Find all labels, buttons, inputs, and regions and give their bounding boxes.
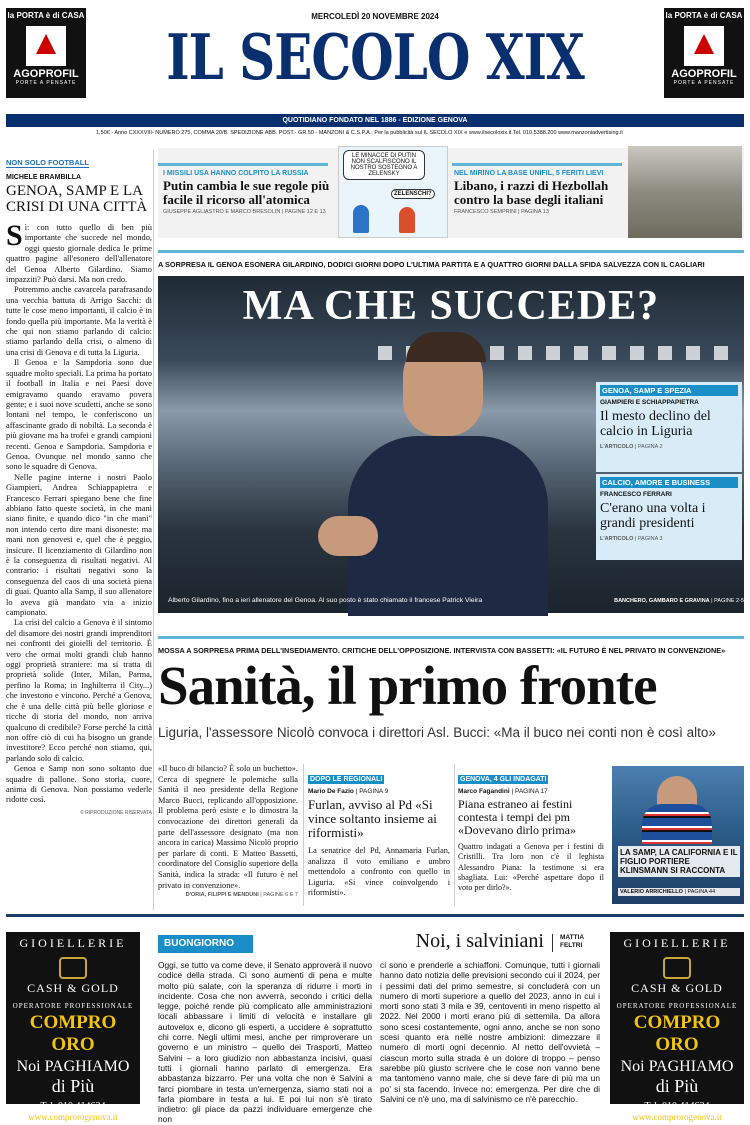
- ad-di-piu: di Più: [655, 1076, 699, 1096]
- ad-noi-paghiamo: Noi PAGHIAMO: [16, 1058, 130, 1075]
- samp-box[interactable]: LA SAMP, LA CALIFORNIA E IL FIGLIO PORTIERE KLINSMANN SI RACCONTA VALERIO ARRICHIELLO | PAGINA 44: [612, 766, 744, 904]
- regionali-body: La senatrice del Pd, Annamaria Furlan, analizza il voto emiliano e umbro mettendolo a confronto con quello in Liguria. «Si vince coinvolgendo i riformisti».: [308, 846, 450, 898]
- coach-hands: [318, 516, 378, 556]
- ear-ad-sub: PORTE A PENSATE: [673, 80, 735, 86]
- libano-story[interactable]: NEL MIRINO LA BASE UNIFIL, 5 FERITI LIEVI Libano, i razzi di Hezbollah contro la base degli italiani FRANCESCO SEMPRINI | PAGINA 13: [454, 170, 624, 215]
- side-box-1-kicker: GENOA, SAMP E SPEZIA: [600, 385, 738, 396]
- samp-headline: LA SAMP, LA CALIFORNIA E IL FIGLIO PORTIERE KLINSMANN SI RACCONTA: [618, 846, 740, 877]
- compro-oro-ad-right[interactable]: [610, 932, 744, 1122]
- ad-noi-paghiamo: Noi PAGHIAMO: [620, 1058, 734, 1075]
- cartoon: [338, 146, 448, 238]
- buongiorno-col-1: Oggi, se tutto va come deve, il Senato approverà il nuovo codice della strada. Ci sono aumenti di pena e multe molto più salate, con la speranza di ridurre i morti in incidente. Cosa che non avverrà, secondo i critici della legge, poiché rende più complicato alle amministrazioni locali abbassare i limiti di velocità e installare gli autovelox e, dicono gli esperti, a uccidere è soprattutto chi corre. Negli ultimi mesi, anche per rimproverare un governo e un ministro – quello dei Trasporti, Matteo Salvini – a loro giudizio non abbastanza incisivi, quasi tutti i giornali hanno parlato di emergenza. Era abbastanza bizzarro. Per una volta che non è Salvini a farci piombare in testa un'emergenza, siamo stati noi a farla piombare in testa a lui. E poi lui non s'è tirato indietro: gli piace da pazzi individuare emergenze che non: [158, 960, 372, 1125]
- cartoon-figure-right: [399, 207, 415, 233]
- left-kicker: NON SOLO FOOTBALL: [6, 158, 89, 167]
- ad-compro-oro: COMPRO ORO: [633, 1012, 721, 1055]
- left-footer: © RIPRODUZIONE RISERVATA: [80, 809, 152, 816]
- indagati-story[interactable]: GENOVA, 4 GLI INDAGATI Marco Fagandini | PAGINA 17 Piana estraneo ai festini contesta i tempi dei pm «Dovevano dirlo prima» Quattro indagati a Genova per i festini di Cristilli. Tra loro non c'è il leghista Alessandro Piana: la testimone si era sbagliata. Lui: «Perché aspettare dopo il voto per dirlo?».: [458, 776, 604, 893]
- left-column-divider: [153, 150, 154, 910]
- lead-credit: BANCHERO, GAMBARO E GRAVINA | PAGINE 2-5: [614, 598, 744, 604]
- ad-gioiellerie: GIOIELLERIE: [19, 936, 127, 950]
- ad-phone: Tel. 010 414634: [40, 1101, 106, 1112]
- lead-side-box-1[interactable]: GENOA, SAMP E SPEZIA GIAMPIERI E SCHIAPPAPIETRA Il mesto declino del calcio in Liguria L'ARTICOLO | PAGINA 2: [596, 382, 742, 472]
- agoprofil-logo-icon: [684, 26, 724, 66]
- masthead-info-line: 1,50€ - Anno CXXXVIII- NUMERO 275, COMMA 20/B. SPEDIZIONE ABB. POST.- GR.50 - MANZONI & C.S.P.A.: Per la pubblicità sul IL SECOLO XIX e www.ilsecoloxix.it Tel. 010.5388.200 www.manzoniadvertising.it: [96, 130, 623, 136]
- divider-2: [454, 764, 455, 906]
- side-box-1-author: GIAMPIERI E SCHIAPPAPIETRA: [600, 399, 699, 406]
- ear-ad-brand: AGOPROFIL: [13, 68, 79, 80]
- regionali-story[interactable]: DOPO LE REGIONALI Mario De Fazio | PAGINA 9 Furlan, avviso al Pd «Si vince soltanto insieme ai riformisti» La senatrice del Pd, Annamaria Furlan, analizza il voto emiliano e umbro mettendolo a confronto con quello in Liguria. «Si vince coinvolgendo i riformisti».: [308, 776, 450, 898]
- side-box-1-label: L'ARTICOLO: [600, 444, 634, 450]
- left-paragraph-2: Potremmo anche cavarcela parafrasando una vecchia battuta di Arrigo Sacchi: di tutte le cose meno importanti, il calcio è in fondo quella più importante. Ma la verità è che qui non stiamo parlando di calcio: stiamo parlando della crisi, o almeno di una crisi di Genova e di tutta la Liguria.: [6, 285, 152, 357]
- lead-kicker: A SORPRESA IL GENOA ESONERA GILARDINO, DODICI GIORNI DOPO L'ULTIMA PARTITA E A QUATTRO GIORNI DALLA SFIDA SALVEZZA CON IL CAGLIARI: [158, 260, 705, 269]
- left-dropcap: S: [6, 219, 23, 252]
- top-rule: [158, 163, 328, 166]
- buongiorno-label: BUONGIORNO: [158, 935, 253, 953]
- left-paragraph-3: Il Genoa e la Sampdoria sono due squadre molto speciali. La prima ha portato il football in Italia e nei Paesi dove emigravamo quando eravamo povera gente; e i suoi nove scudetti, anche se sono lontani nel tempo, le conferiscono un affascinante grado di nobiltà. La seconda è più giovane ma ha trofei e grandi campioni recenti. Genoa e Sampdoria. Sampdoria e Genoa. Ovunque nel mondo sanno che sono le squadre di Genova.: [6, 358, 152, 472]
- cg-logo-icon: [663, 957, 691, 979]
- sanita-story[interactable]: «Il buco di bilancio? È solo un buchetto». Cerca di spegnere le polemiche sulla Sanità il neo presidente della Regione Marco Bucci, replicando all'opposizione. Il problema però esiste e lo dimostra la convocazione dei direttori generali da parte dell'assessore designato (ma non ancora in carica) Massimo Nicolò proprio per parlare di conti. E Matteo Bassetti, coordinatore del Consiglio superiore della Sanità, indica la strada: «Il futuro è nel privato in convenzione». D'ORIA, FILIPPI E MENDUNI | PAGINE 6 E 7: [158, 764, 298, 899]
- sanita-page: PAGINE 6 E 7: [263, 892, 298, 899]
- sanita-body: «Il buco di bilancio? È solo un buchetto». Cerca di spegnere le polemiche sulla Sanità il neo presidente della Regione Marco Bucci, replicando all'opposizione. Il problema però esiste e lo dimostra la convocazione dei direttori generali da parte dell'assessore designato (ma non ancora in carica) Massimo Nicolò proprio per parlare di conti. E Matteo Bassetti, coordinatore del Consiglio superiore della Sanità, indica la strada: «Il futuro è nel privato in convenzione».: [158, 764, 298, 890]
- ear-ad-top-text: la PORTA è di CASA: [665, 11, 743, 20]
- left-paragraph-1: Sì: con tutto quello di ben più importante che succede nel mondo, oggi questo giornale dedica le prime quattro pagine all'esonero dell'allenatore del Genoa Alberto Gilardino. Siamo impazziti? Può darsi. Ma non credo.: [6, 219, 152, 285]
- libano-page: PAGINA 13: [521, 209, 549, 216]
- ad-compro-oro: COMPRO ORO: [29, 1012, 117, 1055]
- ear-ad-top-text: la PORTA è di CASA: [7, 11, 85, 20]
- samp-player-shirt: [642, 804, 712, 844]
- left-body: [6, 219, 152, 818]
- cartoon-reply: ZELENSCHI?: [391, 189, 435, 199]
- sanita-kicker: MOSSA A SORPRESA PRIMA DELL'INSEDIAMENTO. CRITICHE DELL'OPPOSIZIONE. INTERVISTA CON BASSETTI: «IL FUTURO È NEL PRIVATO IN CONVENZIONE»: [158, 646, 726, 655]
- side-box-2-kicker: CALCIO, AMORE E BUSINESS: [600, 477, 738, 488]
- missili-story[interactable]: I MISSILI USA HANNO COLPITO LA RUSSIA Putin cambia le sue regole più facile il ricorso all'atomica GIUSEPPE AGLIASTRO E MARCO BRESOLIN | PAGINE 12 E 13: [163, 170, 333, 215]
- ear-ad-sub: PORTE A PENSATE: [15, 80, 77, 86]
- ad-operatore: OPERATORE PROFESSIONALE: [616, 1002, 738, 1010]
- sanita-deck: Liguria, l'assessore Nicolò convoca i direttori Asl. Bucci: «Ma il buco nei conti non è così alto»: [158, 725, 716, 740]
- ear-ad-left[interactable]: [6, 8, 86, 98]
- masthead-date: MERCOLEDÌ 20 NOVEMBRE 2024: [311, 12, 439, 21]
- side-box-2-label: L'ARTICOLO: [600, 536, 634, 542]
- lead-rule: [158, 250, 744, 253]
- lead-credit-page: PAGINE 2-5: [714, 598, 744, 604]
- ad-website: www.comprorogenova.it: [28, 1112, 118, 1122]
- side-box-1-page: PAGINA 2: [637, 444, 663, 450]
- cartoon-bubble: LE MINACCE DI PUTIN NON SCALFISCONO IL NOSTRO SOSTEGNO A ZELENSKY: [343, 150, 425, 180]
- missili-headline: Putin cambia le sue regole più facile il ricorso all'atomica: [163, 178, 330, 207]
- lead-credit-names: BANCHERO, GAMBARO E GRAVINA: [614, 598, 710, 604]
- indagati-body: Quattro indagati a Genova per i festini di Cristilli. Tra loro non c'è il leghista Alessandro Piana: la testimone si era sbagliata. Lui: «Perché aspettare dopo il voto per dirlo?».: [458, 842, 604, 893]
- compro-oro-ad-left[interactable]: [6, 932, 140, 1122]
- lead-headline: MA CHE SUCCEDE?: [242, 283, 660, 329]
- sanita-byline: D'ORIA, FILIPPI E MENDUNI: [185, 892, 259, 899]
- masthead-founded: QUOTIDIANO FONDATO NEL 1886 - EDIZIONE GENOVA: [282, 117, 468, 124]
- left-paragraph-5: La crisi del calcio a Genova è il sintomo del disamore dei nostri grandi imprenditori nei confronti dei gioielli del territorio. È vero che ormai molti grandi club hanno oggi proprietà straniere: ma si tratta di proprietà solide (Inter, Milan, Parma, perfino la Roma; in Inghilterra il City...) che investono e vincono. Perché a Genova, che è una delle città più belle gloriose e ricche di storia del mondo, non arriva qualcuno di credibile? Forse perché la città non offre ciò di cui ha bisogno un grande investitore? Ecco perché non stiamo, qui, parlando solo di calcio.: [6, 618, 152, 763]
- divider-1: [303, 764, 304, 906]
- buongiorno-title: Noi, i salviniani: [415, 930, 544, 952]
- agoprofil-logo-icon: [26, 26, 66, 66]
- sanita-headline: Sanità, il primo fronte: [158, 655, 657, 716]
- buongiorno-rule: [6, 914, 744, 917]
- left-column: [6, 150, 152, 905]
- indagati-author: Marco Fagandini: [458, 788, 510, 795]
- ad-gioiellerie: GIOIELLERIE: [623, 936, 731, 950]
- cg-logo-icon: [59, 957, 87, 979]
- libano-kicker: NEL MIRINO LA BASE UNIFIL, 5 FERITI LIEVI: [454, 170, 604, 177]
- missili-page: PAGINE 12 E 13: [284, 209, 326, 216]
- sanita-rule: [158, 636, 744, 639]
- top-rule-2: [452, 163, 622, 166]
- samp-author: VALERIO ARRICHIELLO: [620, 889, 683, 895]
- regionali-kicker: DOPO LE REGIONALI: [310, 776, 383, 783]
- left-paragraph-6: Genoa e Samp non sono soltanto due squadre di pallone. Sono storia, cuore, anima di Genova. Non possiamo vederle ridotte così.: [6, 764, 152, 805]
- missili-kicker: I MISSILI USA HANNO COLPITO LA RUSSIA: [163, 170, 309, 177]
- indagati-kicker: GENOVA, 4 GLI INDAGATI: [460, 776, 547, 783]
- ad-operatore: OPERATORE PROFESSIONALE: [12, 1002, 134, 1010]
- left-paragraph-4: Nelle pagine interne i nostri Paolo Giampieri, Andrea Schiappapietra e Francesco Ferrari spiegano bene che fine abbiano fatto queste società, in che mani siano finite, e quando dico "in che mani" non intendo certo dire mani disoneste: ma mani non genovesi e, quel che è peggio, insicure. Il licenziamento di Gilardino non è la conseguenza di risultati negativi. Al contrario: i risultati negativi sono la conseguenza del caos di una società piena di guai. Quanto alla Samp, il suo allenatore lo aveva già mandato via a inizio campionato.: [6, 472, 152, 618]
- buongiorno-col-2: ci sono e prenderle a schiaffoni. Comunque, tutti i giornali hanno dato notizia delle previsioni secondo cui il 2024, per i pessimi dati del primo semestre, si concluderà con un numero di morti superiore a quello del 2023, anno in cui i morti sono stati 3 mila e 39, centoventi in meno rispetto al 2022. Nel 2000 i morti erano più di settemila. Da allora sono scesi costantemente, ogni anno, anche se non sono scesi quanto era nelle nostre ambizioni: dimezzare il numero di morti ogni decennio. Al netto dell'ovvietà – ciascun morto sulla strada è un dolore di troppo – penso sarebbe più giusto scrivere che le cose non vanno bene ma tantomeno vanno male, che si deve fare di più ma un po' si sta facendo. Invece no: emergenza. Per dire che di Salvini ce n'è uno, ma di salvinismo ce n'è parecchio.: [380, 960, 600, 1104]
- cartoon-figure-left: [353, 205, 369, 233]
- ad-website: www.comprorogenova.it: [632, 1112, 722, 1122]
- ad-di-piu: di Più: [51, 1076, 95, 1096]
- libano-byline: FRANCESCO SEMPRINI: [454, 209, 517, 216]
- coach-hair: [406, 332, 486, 362]
- ad-cash-gold: CASH & GOLD: [27, 981, 119, 995]
- regionali-headline: Furlan, avviso al Pd «Si vince soltanto insieme ai riformisti»: [308, 797, 437, 840]
- ad-phone: Tel. 010 414634: [644, 1101, 710, 1112]
- indagati-headline: Piana estraneo ai festini contesta i tempi dei pm «Dovevano dirlo prima»: [458, 797, 576, 837]
- samp-page: PAGINA 44: [687, 889, 716, 895]
- side-box-2-page: PAGINA 3: [637, 536, 663, 542]
- lead-side-box-2[interactable]: CALCIO, AMORE E BUSINESS FRANCESCO FERRARI C'erano una volta i grandi presidenti L'ARTICOLO | PAGINA 3: [596, 474, 742, 560]
- coach-body: [348, 436, 548, 616]
- indagati-page: PAGINA 17: [514, 788, 548, 795]
- side-box-1-headline: Il mesto declino del calcio in Liguria: [600, 409, 711, 439]
- regionali-page: PAGINA 9: [359, 788, 389, 795]
- ear-ad-brand: AGOPROFIL: [671, 68, 737, 80]
- masthead-title: IL SECOLO XIX: [166, 20, 584, 94]
- masthead-founded-bar: [6, 114, 744, 127]
- ear-ad-right[interactable]: [664, 8, 744, 98]
- left-author: MICHELE BRAMBILLA: [6, 174, 82, 181]
- left-headline: GENOA, SAMP E LA CRISI DI UNA CITTÀ: [6, 183, 148, 215]
- lead-caption: Alberto Gilardino, fino a ieri allenatore del Genoa. Al suo posto è stato chiamato il francese Patrick Vieira: [168, 597, 483, 604]
- libano-photo: [628, 146, 742, 238]
- libano-headline: Libano, i razzi di Hezbollah contro la base degli italiani: [454, 178, 609, 207]
- buongiorno-title-divider: [552, 934, 553, 952]
- buongiorno-author: MATTIA FELTRI: [560, 934, 584, 949]
- ad-cash-gold: CASH & GOLD: [631, 981, 723, 995]
- side-box-2-author: FRANCESCO FERRARI: [600, 491, 672, 498]
- side-box-2-headline: C'erano una volta i grandi presidenti: [600, 501, 706, 531]
- missili-byline: GIUSEPPE AGLIASTRO E MARCO BRESOLIN: [163, 209, 281, 216]
- regionali-author: Mario De Fazio: [308, 788, 354, 795]
